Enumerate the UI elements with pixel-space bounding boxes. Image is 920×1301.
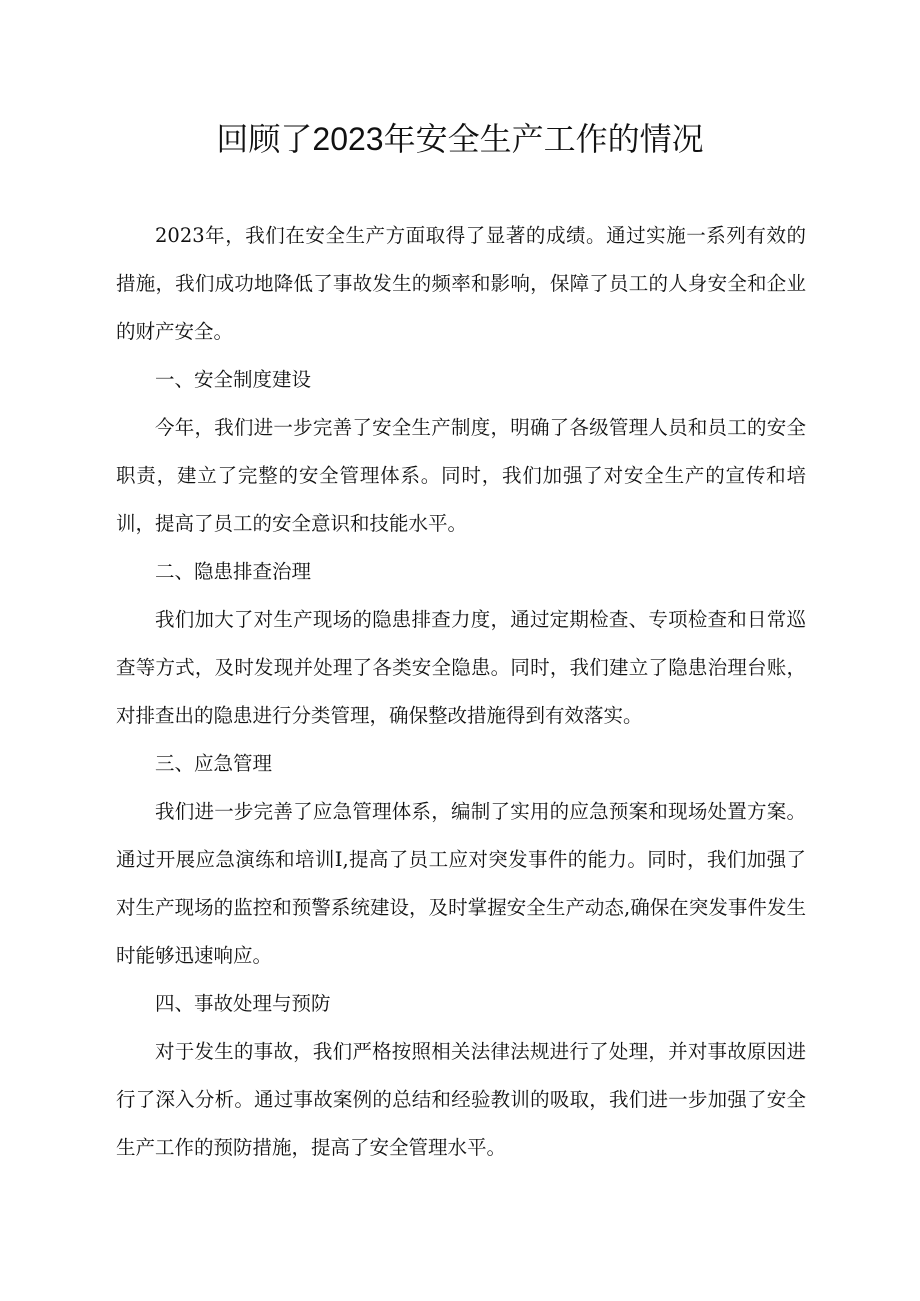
document-body <box>116 212 806 1172</box>
section-paragraph-safety-system: 今年，我们进一步完善了安全生产制度，明确了各级管理人员和员工的安全职责，建立了完整的安全管理体系。同时，我们加强了对安全生产的宣传和培训，提高了员工的安全意识和技能水平。 <box>116 416 806 535</box>
section-paragraph-hazard-inspection: 我们加大了对生产现场的隐患排查力度，通过定期检查、专项检查和日常巡查等方式，及时发现并处理了各类安全隐患。同时，我们建立了隐患治理台账，对排查出的隐患进行分类管理，确保整改措施得到有效落实。 <box>116 608 806 727</box>
document-title: 回顾了2023年安全生产工作的情况 <box>216 121 704 157</box>
section-paragraph-accident-handling: 对于发生的事故，我们严格按照相关法律法规进行了处理，并对事故原因进行了深入分析。通过事故案例的总结和经验教训的吸取，我们进一步加强了安全生产工作的预防措施，提高了安全管理水平。 <box>116 1040 806 1159</box>
section-heading-hazard-inspection: 二、隐患排查治理 <box>155 560 312 583</box>
section-heading-emergency-management: 三、应急管理 <box>155 752 273 775</box>
section-paragraph-emergency-management: 我们进一步完善了应急管理体系，编制了实用的应急预案和现场处置方案。通过开展应急演练和培训I,提高了员工应对突发事件的能力。同时，我们加强了对生产现场的监控和预警系统建设，及时掌握安全生产动态,确保在突发事件发生时能够迅速响应。 <box>116 800 806 967</box>
intro-paragraph: 2023年，我们在安全生产方面取得了显著的成绩。通过实施一系列有效的措施，我们成功地降低了事故发生的频率和影响，保障了员工的人身安全和企业的财产安全。 <box>116 224 806 343</box>
section-heading-safety-system: 一、安全制度建设 <box>155 368 312 391</box>
section-heading-accident-handling: 四、事故处理与预防 <box>155 992 331 1015</box>
